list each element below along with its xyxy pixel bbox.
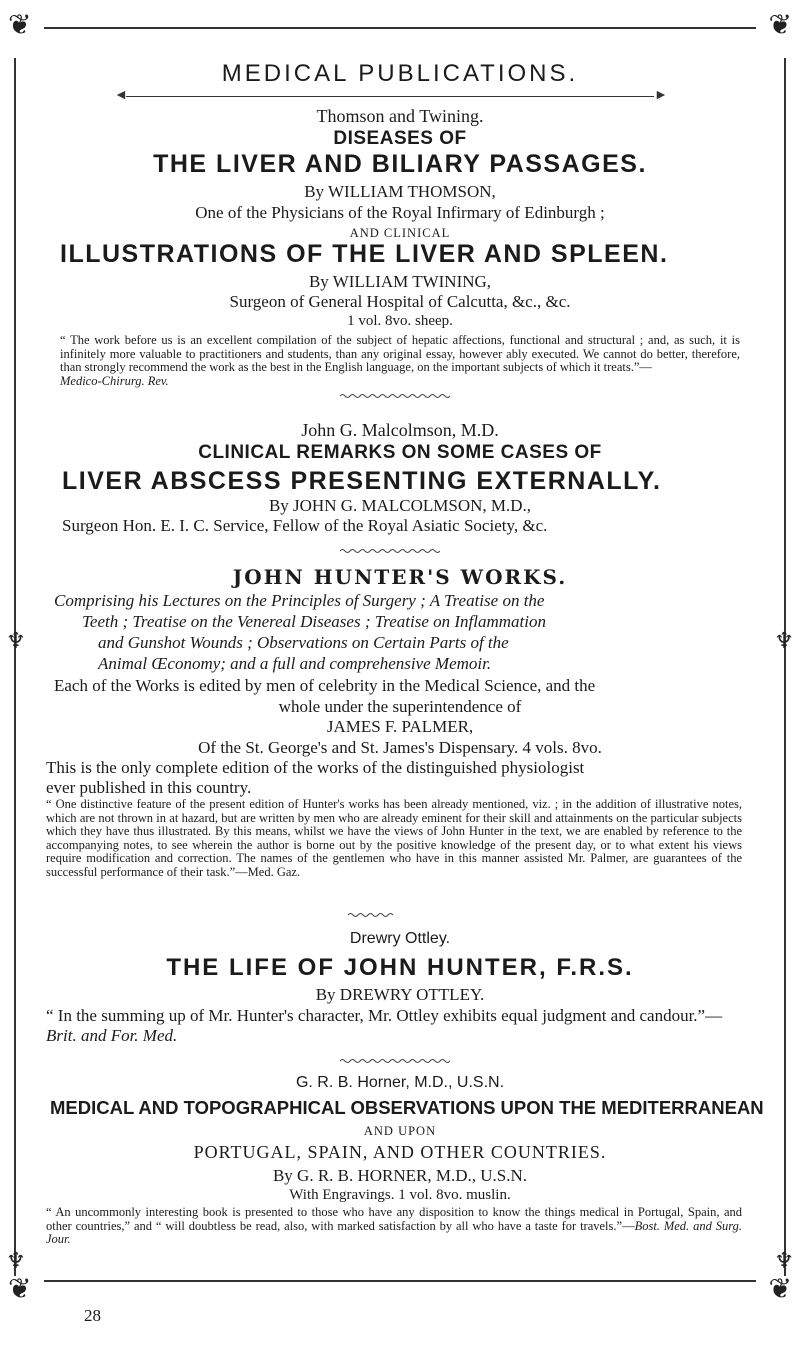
- entry-subtitle: CLINICAL REMARKS ON SOME CASES OF: [198, 442, 602, 463]
- entry-title: THE LIVER AND BILIARY PASSAGES.: [153, 150, 647, 178]
- top-rule: [44, 27, 756, 29]
- side-ornament-icon: ♆: [6, 628, 26, 653]
- right-arrow-icon: ►: [654, 88, 668, 103]
- editor-note: Each of the Works is edited by men of celebrity in the Medical Science, and the: [54, 676, 596, 695]
- bottom-rule: [44, 1280, 756, 1282]
- left-arrow-icon: ◄: [114, 88, 128, 103]
- review-quote: “ One distinctive feature of the present edition of Hunter's works has been already mentioned, viz. ; in the addition of illustrative notes, which are not thrown in at hazard, but are written by men who are already eminent for their skill and attainments on the particular subjects which they have thus illustrated. By this means, whilst we have the views of John Hunter in the text, we are enabled by reference to the accompanying notes, to see wherein the author is borne out by the positive knowledge of the present day, or to what extent his views require modification and correction. The names of the gentlemen who have in this manner assisted Mr. Palmer, are guarantees of the successful performance of their task.”—Med. Gaz.: [46, 797, 742, 879]
- contents-line: and Gunshot Wounds ; Observations on Certain Parts of the: [98, 633, 509, 652]
- contents-line: Animal Œconomy; and a full and comprehensive Memoir.: [98, 654, 492, 673]
- entry-role: One of the Physicians of the Royal Infirmary of Edinburgh ;: [195, 203, 605, 222]
- entry-author: By WILLIAM THOMSON,: [304, 182, 496, 201]
- page-number: 28: [84, 1306, 101, 1325]
- wave-divider: [340, 548, 440, 554]
- wave-divider: [340, 393, 450, 399]
- entry-author: By WILLIAM TWINING,: [308, 272, 492, 291]
- side-ornament-icon: ♆: [6, 1248, 26, 1273]
- entry-author: By DREWRY OTTLEY.: [315, 985, 485, 1004]
- editor-role: Of the St. George's and St. James's Dispensary. 4 vols. 8vo.: [198, 738, 602, 757]
- entry-title: LIVER ABSCESS PRESENTING EXTERNALLY.: [62, 467, 662, 495]
- corner-ornament-icon: ❦: [768, 1274, 792, 1305]
- side-ornament-icon: ♆: [774, 1248, 794, 1273]
- entry-role: Surgeon of General Hospital of Calcutta, &c., &c.: [229, 292, 571, 311]
- page-header: MEDICAL PUBLICATIONS.: [221, 60, 579, 87]
- editor-name: JAMES F. PALMER,: [326, 717, 474, 736]
- review-quote: “ In the summing up of Mr. Hunter's character, Mr. Ottley exhibits equal judgment and candour.”—Brit. and For. Med.: [46, 1006, 723, 1045]
- entry-role: Surgeon Hon. E. I. C. Service, Fellow of the Royal Asiatic Society, &c.: [62, 516, 548, 535]
- entry-title: MEDICAL AND TOPOGRAPHICAL OBSERVATIONS UPON THE MEDITERRANEAN: [50, 1097, 764, 1118]
- contents-line: Teeth ; Treatise on the Venereal Diseases ; Treatise on Inflammation: [82, 612, 546, 631]
- entry-title: ILLUSTRATIONS OF THE LIVER AND SPLEEN.: [60, 240, 669, 268]
- publisher-line: Drewry Ottley.: [349, 930, 451, 947]
- review-quote: “ The work before us is an excellent compilation of the subject of hepatic affections, functional and structural ; and, as such, it is infinitely more valuable to practitioners and students, than any original essay, however ably executed. We cannot do better, therefore, than strongly recommend the work as the best in the English language, on the important subjects of which it treats.”— Medico-Chirurg. Rev.: [60, 333, 740, 388]
- wave-divider: [340, 1058, 450, 1064]
- corner-ornament-icon: ❦: [768, 10, 792, 41]
- header-rule: [126, 96, 654, 97]
- entry-author: By G. R. B. HORNER, M.D., U.S.N.: [272, 1166, 528, 1185]
- entry-conjunction: AND UPON: [363, 1124, 437, 1138]
- right-border: [778, 58, 786, 1276]
- side-ornament-icon: ♆: [774, 628, 794, 653]
- entry-title: THE LIFE OF JOHN HUNTER, F.R.S.: [166, 954, 634, 981]
- left-border: [14, 58, 22, 1276]
- corner-ornament-icon: ❦: [8, 10, 32, 41]
- review-quote: “ An uncommonly interesting book is presented to those who have any disposition to know the things medical in Portugal, Spain, and other countries,” and “ will doubtless be read, also, with marked satisfaction by all who have a taste for travels.”—Bost. Med. and Surg. Jour.: [46, 1205, 742, 1246]
- edition-claim: ever published in this country.: [46, 778, 252, 797]
- contents-list: [54, 590, 744, 674]
- entry-subtitle: DISEASES OF: [333, 128, 467, 149]
- editor-note: whole under the superintendence of: [278, 697, 522, 716]
- contents-line: Comprising his Lectures on the Principles of Surgery ; A Treatise on the: [54, 591, 545, 610]
- entry-details: 1 vol. 8vo. sheep.: [347, 313, 453, 329]
- entry-title: JOHN HUNTER'S WORKS.: [232, 565, 568, 589]
- corner-ornament-icon: ❦: [8, 1274, 32, 1305]
- entry-author: By JOHN G. MALCOLMSON, M.D.,: [268, 496, 532, 515]
- wave-divider: [348, 912, 394, 918]
- edition-claim: This is the only complete edition of the works of the distinguished physiologist: [46, 758, 585, 777]
- entry-conjunction: AND CLINICAL: [349, 226, 451, 240]
- publisher-line: John G. Malcolmson, M.D.: [301, 420, 499, 440]
- entry-details: With Engravings. 1 vol. 8vo. muslin.: [289, 1187, 511, 1203]
- entry-subtitle: PORTUGAL, SPAIN, AND OTHER COUNTRIES.: [193, 1142, 607, 1162]
- publisher-line: Thomson and Twining.: [316, 106, 484, 126]
- publisher-line: G. R. B. Horner, M.D., U.S.N.: [295, 1074, 505, 1091]
